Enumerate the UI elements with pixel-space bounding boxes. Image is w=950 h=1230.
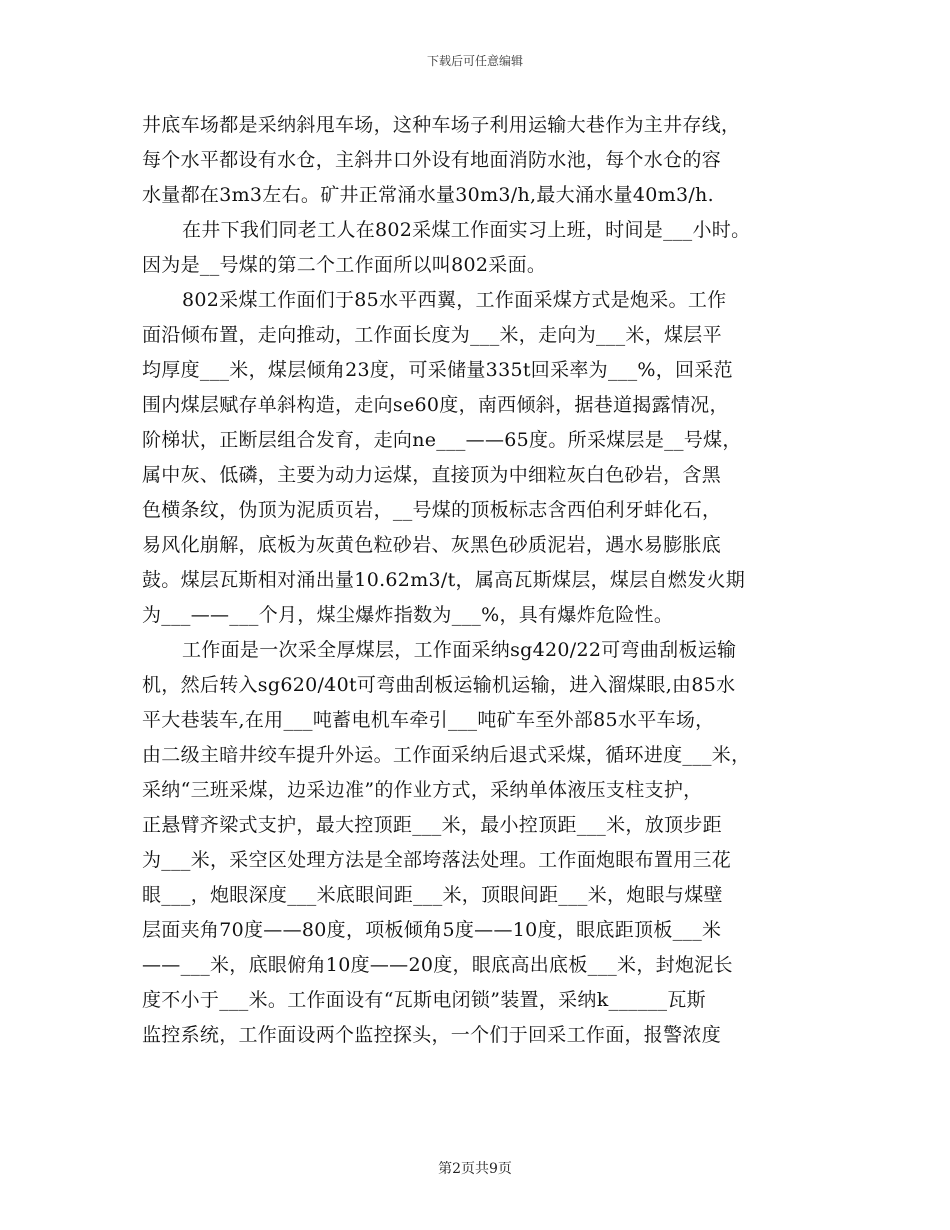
text-line: 鼓。煤层瓦斯相对涌出量10.62m3/t，属高瓦斯煤层，煤层自燃发火期 [142, 569, 746, 591]
text-line: 为___米，采空区处理方法是全部垮落法处理。工作面炮眼布置用三花 [142, 849, 732, 871]
text-line: 在井下我们同老工人在802采煤工作面实习上班，时间是___小时。 [182, 219, 751, 241]
text-line: 水量都在3m3左右。矿井正常涌水量30m3/h,最大涌水量40m3/h. [142, 184, 714, 206]
text-line: 围内煤层赋存单斜构造，走向se60度，南西倾斜，据巷道揭露情况， [142, 394, 729, 416]
text-line: 面沿倾布置，走向推动，工作面长度为___米，走向为___米，煤层平 [142, 324, 722, 346]
text-line: 均厚度___米，煤层倾角23度，可采储量335t回采率为___%，回采范 [142, 359, 733, 381]
text-line: 眼___，炮眼深度___米底眼间距___米，顶眼间距___米，炮眼与煤壁 [142, 884, 723, 906]
text-line: 802采煤工作面们于85水平西翼，工作面采煤方式是炮采。工作 [182, 289, 727, 311]
text-line: 采纳“三班采煤，边采边准”的作业方式，采纳单体液压支柱支护， [142, 779, 703, 801]
text-line: 属中灰、低磷，主要为动力运煤，直接顶为中细粒灰白色砂岩，含黑 [142, 464, 722, 486]
text-line: 平大巷装车,在用___吨蓄电机车牵引___吨矿车至外部85水平车场， [142, 709, 715, 731]
text-line: 层面夹角70度——80度，项板倾角5度——10度，眼底距顶板___米 [142, 919, 722, 941]
text-line: 阶梯状，正断层组合发育，走向ne___——65度。所采煤层是__号煤， [142, 429, 742, 451]
text-line: 监控系统，工作面设两个监控探头，一个们于回采工作面，报警浓度 [142, 1024, 722, 1046]
text-line: 由二级主暗井绞车提升外运。工作面采纳后退式采煤，循环进度___米， [142, 744, 751, 766]
page-header: 下载后可任意编辑 [426, 54, 523, 68]
text-line: 工作面是一次采全厚煤层，工作面采纳sg420/22可弯曲刮板运输 [182, 639, 737, 661]
page-footer: 第2页共9页 [438, 1161, 512, 1177]
text-line: 每个水平都设有水仓，主斜井口外设有地面消防水池，每个水仓的容 [142, 149, 722, 171]
text-line: 井底车场都是采纳斜甩车场，这种车场子利用运输大巷作为主井存线， [142, 114, 741, 136]
text-line: 色横条纹，伪顶为泥质页岩，__号煤的顶板标志含西伯利牙蚌化石， [142, 499, 722, 521]
text-line: 为___——___个月，煤尘爆炸指数为___%，具有爆炸危险性。 [142, 604, 674, 626]
text-line: 易风化崩解，底板为灰黄色粒砂岩、灰黑色砂质泥岩，遇水易膨胀底 [142, 534, 722, 556]
text-line: 正悬臂齐梁式支护，最大控顶距___米，最小控顶距___米，放顶步距 [142, 814, 722, 836]
text-line: 因为是__号煤的第二个工作面所以叫802采面。 [142, 254, 547, 276]
document-body [142, 108, 814, 1053]
text-line: 机，然后转入sg620/40t可弯曲刮板运输机运输，进入溜煤眼,由85水 [142, 674, 736, 696]
text-line: 度不小于___米。工作面设有“瓦斯电闭锁”装置，采纳k______瓦斯 [142, 989, 706, 1011]
text-line: ——___米，底眼俯角10度——20度，眼底高出底板___米，封炮泥长 [142, 954, 733, 976]
